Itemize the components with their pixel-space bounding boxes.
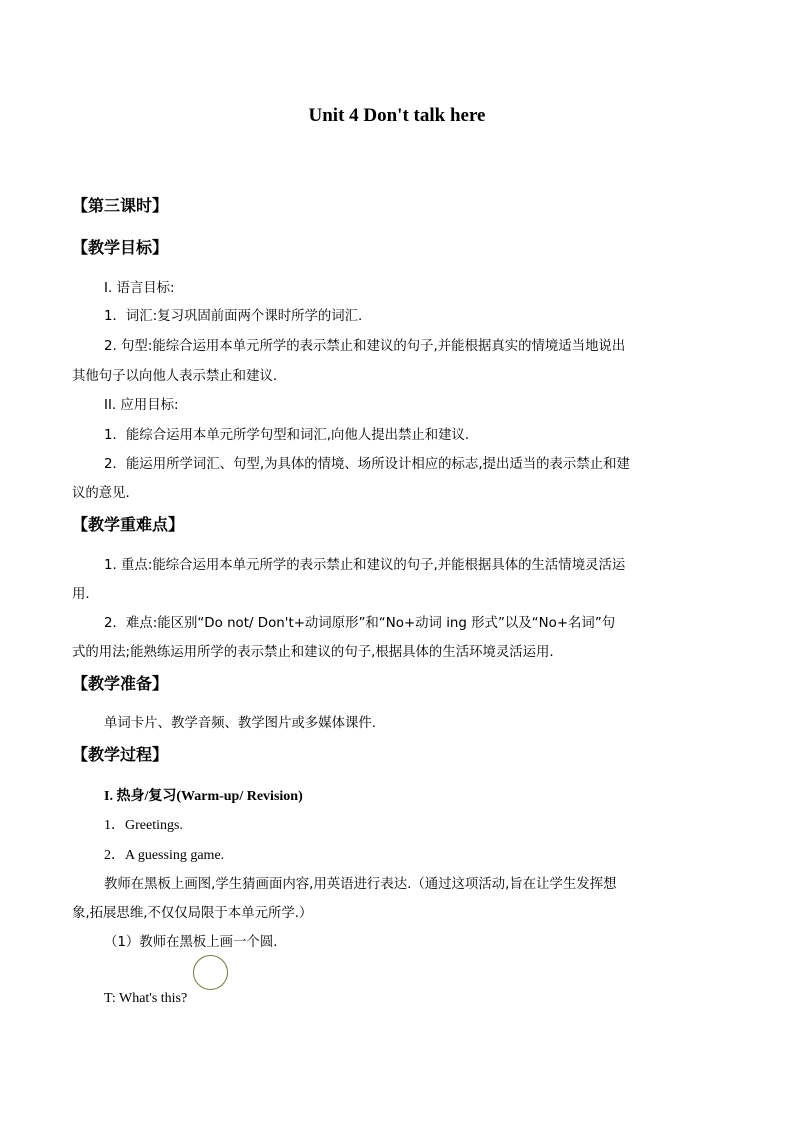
process-step-2: 2．A guessing game. <box>104 848 225 863</box>
process-step-1: 1．Greetings. <box>104 818 183 833</box>
section-heading-objectives: 【教学目标】 <box>72 238 169 257</box>
objective-language-item-2: 2. 句型:能综合运用本单元所学的表示禁止和建议的句子,并能根据真实的情境适当地说出 <box>104 339 626 354</box>
objective-language-item-2-cont: 其他句子以向他人表示禁止和建议. <box>72 369 278 384</box>
objective-application-title: II. 应用目标: <box>104 398 179 413</box>
process-description-cont: 象,拓展思维,不仅仅局限于本单元所学.） <box>72 906 313 921</box>
section-heading-preparation: 【教学准备】 <box>72 674 169 693</box>
dialog-line-1: T: What's this? <box>104 991 188 1006</box>
key-point-2-cont: 式的用法;能熟练运用所学的表示禁止和建议的句子,根据具体的生活环境灵活运用. <box>72 645 554 660</box>
objective-application-item-2: 2．能运用所学词汇、句型,为具体的情境、场所设计相应的标志,提出适当的表示禁止和建 <box>104 457 630 472</box>
objective-application-item-2-cont: 议的意见. <box>72 486 130 501</box>
key-point-1-cont: 用. <box>72 587 90 602</box>
objective-application-item-1: 1．能综合运用本单元所学句型和词汇,向他人提出禁止和建议. <box>104 428 470 443</box>
warmup-title: I. 热身/复习(Warm-up/ Revision) <box>104 789 303 804</box>
drawn-circle-illustration <box>193 955 228 990</box>
key-point-2: 2．难点:能区别“Do not/ Don't+动词原形”和“No+动词 ing 形式”以及“No+名词”句 <box>104 616 616 631</box>
process-substep-1: （1）教师在黑板上画一个圆. <box>104 935 278 950</box>
section-heading-period: 【第三课时】 <box>72 196 169 215</box>
key-point-1: 1. 重点:能综合运用本单元所学的表示禁止和建议的句子,并能根据具体的生活情境灵活运 <box>104 558 626 573</box>
process-description: 教师在黑板上画图,学生猜画面内容,用英语进行表达.（通过这项活动,旨在让学生发挥想 <box>104 877 617 892</box>
preparation-text: 单词卡片、教学音频、教学图片或多媒体课件. <box>104 716 377 731</box>
objective-language-item-1: 1．词汇:复习巩固前面两个课时所学的词汇. <box>104 309 363 324</box>
section-heading-process: 【教学过程】 <box>72 745 169 764</box>
page-title: Unit 4 Don't talk here <box>308 105 486 126</box>
section-heading-key-points: 【教学重难点】 <box>72 515 185 534</box>
objective-language-title: I. 语言目标: <box>104 281 175 296</box>
